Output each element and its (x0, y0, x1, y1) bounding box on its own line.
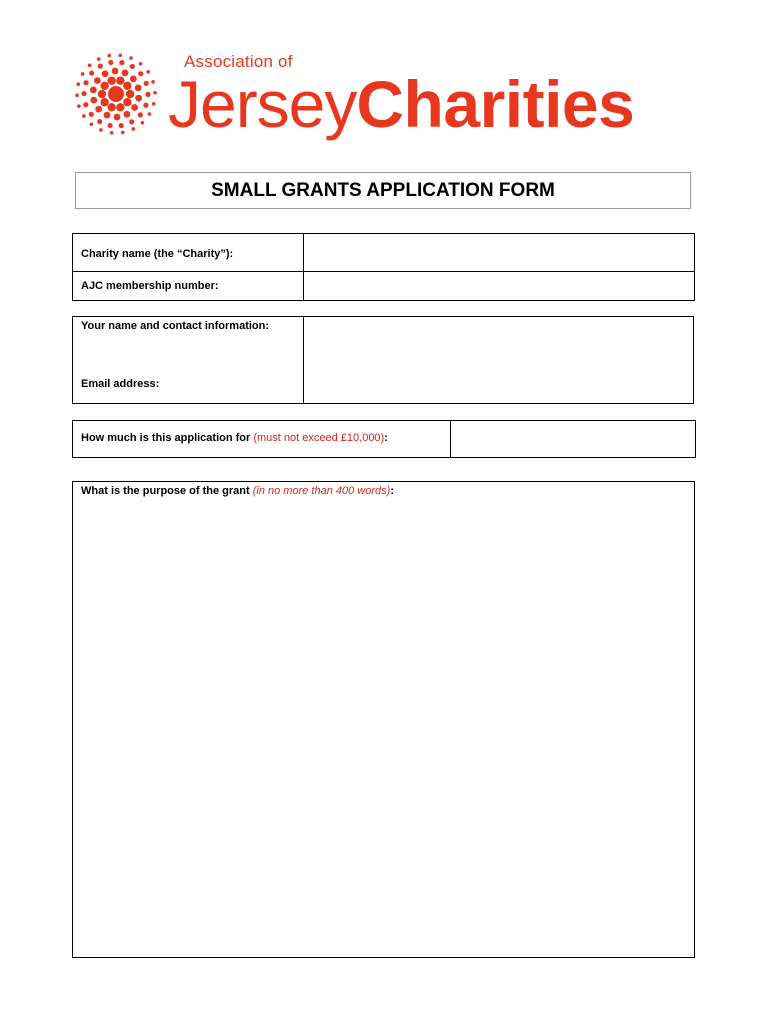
ajc-membership-label: AJC membership number: (81, 280, 219, 292)
ajc-membership-field[interactable] (304, 272, 694, 300)
contact-info-field[interactable] (304, 317, 693, 403)
logo-association-text: Association of (184, 52, 293, 71)
purpose-label (81, 485, 394, 497)
charity-name-field[interactable] (304, 234, 694, 272)
sunburst-logo-icon (74, 52, 158, 136)
purpose-label-text: What is the purpose of the grant (81, 485, 250, 497)
email-label: Email address: (81, 378, 160, 390)
amount-label (81, 432, 388, 444)
logo-wordmark (168, 64, 634, 144)
form-title (75, 172, 691, 209)
form-title-text: SMALL GRANTS APPLICATION FORM (211, 179, 555, 201)
logo-word-jersey: Jersey (168, 67, 357, 141)
charity-name-label: Charity name (the “Charity”): (81, 248, 234, 260)
purpose-colon: : (390, 485, 394, 497)
purpose-box[interactable] (72, 481, 695, 958)
amount-field[interactable] (451, 421, 695, 457)
amount-label-cell (73, 421, 451, 457)
amount-colon: : (384, 432, 388, 444)
ajc-membership-label-cell (73, 272, 304, 300)
charity-name-label-cell (73, 234, 304, 272)
purpose-word-limit-note: (in no more than 400 words) (252, 485, 391, 497)
logo-word-charities: Charities (356, 67, 635, 141)
charity-details-table (72, 233, 695, 301)
amount-limit-note: (must not exceed £10,000) (253, 432, 385, 444)
contact-label-cell (73, 317, 304, 403)
association-logo (74, 50, 694, 141)
amount-label-text: How much is this application for (81, 432, 251, 444)
contact-label: Your name and contact information: (81, 320, 270, 332)
amount-table (72, 420, 696, 458)
contact-table (72, 316, 694, 404)
